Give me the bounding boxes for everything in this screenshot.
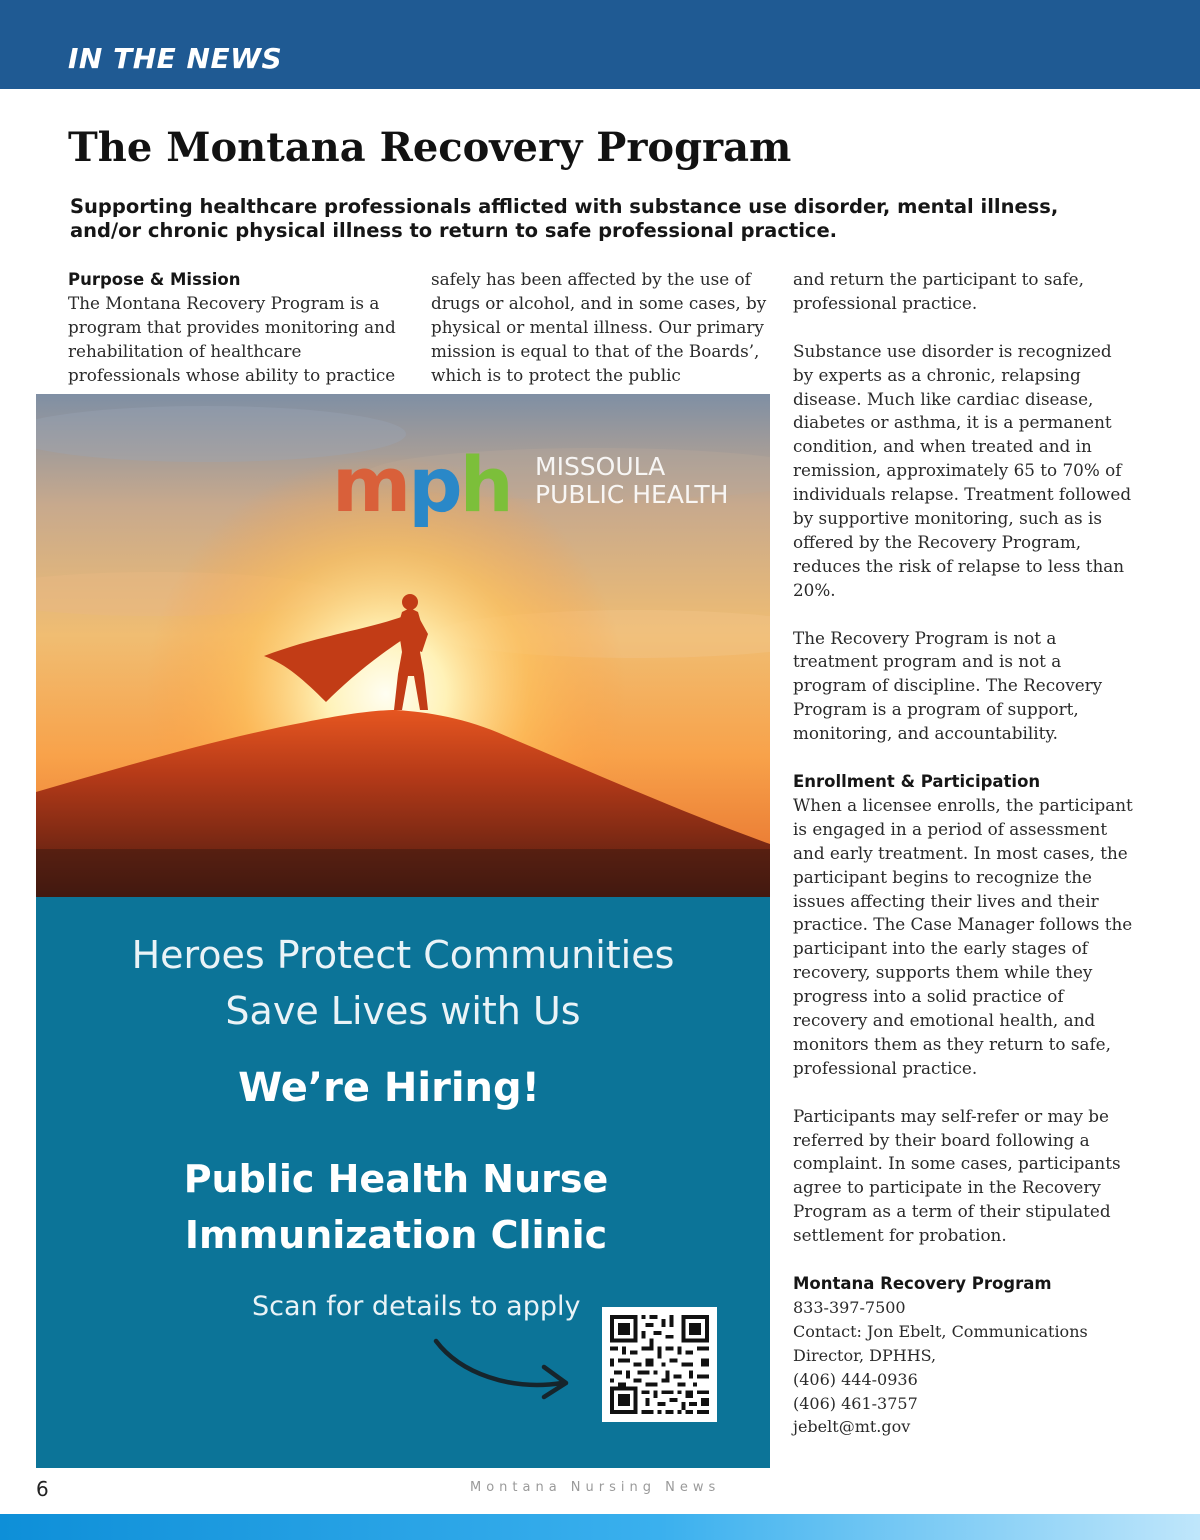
- column-3-paragraph-2: Substance use disorder is recognized by experts as a chronic, relapsing disease. Much like cardiac disease, diabetes or asthma, it is a permanent condition, and when treated and in remission, approximately 65 to 70% of individuals relapse. Treatment followed by supportive monitoring, such as is offered by the Recovery Program, reduces the risk of relapse to less than 20%.: [793, 340, 1132, 600]
- page-number: 6: [36, 1477, 49, 1501]
- scan-instruction: Scan for details to apply: [252, 1291, 581, 1322]
- logo-line-1: MISSOULA: [535, 452, 666, 481]
- column-3-paragraph-5: Participants may self-refer or may be referred by their board following a complaint. In some cases, participants agree to participate in the Recovery Program as a term of their stipulated settlement for probation.: [793, 1105, 1121, 1246]
- column-3: [793, 268, 1133, 1439]
- qr-code[interactable]: [602, 1307, 717, 1422]
- column-2: [431, 268, 771, 388]
- ad-text-panel: [36, 897, 770, 1468]
- article-subtitle: Supporting healthcare professionals afflicted with substance use disorder, mental illness, and/or chronic physical illness to return to safe professional practice.: [70, 195, 1059, 242]
- contact-heading: Montana Recovery Program: [793, 1273, 1052, 1293]
- column-3-paragraph-4: When a licensee enrolls, the participant is engaged in a period of assessment and early treatment. In most cases, the participant begins to recognize the issues affecting their lives and their practice. The Case Manager follows the participant into the early stages of recovery, supports them while they progress into a solid practice of recovery and emotional health, and monitors them as they return to safe, professional practice.: [793, 794, 1133, 1078]
- section-label: IN THE NEWS: [68, 42, 283, 75]
- contact-title: Director, DPHHS,: [793, 1345, 937, 1365]
- missoula-public-health-logo: [332, 440, 732, 529]
- contact-phone: 833-397-7500: [793, 1297, 906, 1317]
- enrollment-heading: Enrollment & Participation: [793, 771, 1041, 791]
- logo-line-2: PUBLIC HEALTH: [535, 480, 729, 509]
- column-3-paragraph-1: and return the participant to safe, professional practice.: [793, 269, 1084, 313]
- column-1: [68, 268, 408, 388]
- qr-code-icon: [602, 1307, 717, 1422]
- hiring-callout: We’re Hiring!: [238, 1065, 540, 1111]
- mission-text: safely has been affected by the use of drugs or alcohol, and in some cases, by physical or mental illness. Our primary mission is equal to that of the Boards’, which is to protect the public: [431, 269, 767, 385]
- contact-name: Contact: Jon Ebelt, Communications: [793, 1321, 1088, 1341]
- article-title: The Montana Recovery Program: [68, 124, 792, 171]
- job-title-2: Immunization Clinic: [184, 1213, 608, 1257]
- column-3-paragraph-3: The Recovery Program is not a treatment program and is not a program of discipline. The Recovery Program is a program of support, monitoring, and accountability.: [793, 627, 1103, 744]
- contact-email[interactable]: jebelt@mt.gov: [793, 1417, 911, 1437]
- hero-sunset-photo: [36, 394, 770, 897]
- purpose-heading: Purpose & Mission: [68, 270, 241, 289]
- publication-name: Montana Nursing News: [470, 1480, 721, 1495]
- logo-wordmark: [535, 453, 728, 509]
- contact-phone-3: (406) 461-3757: [793, 1393, 918, 1413]
- logo-letter-m: m: [332, 440, 409, 529]
- ad-headline-1: Heroes Protect Communities: [131, 933, 675, 977]
- purpose-text: The Montana Recovery Program is a program that provides monitoring and rehabilitation of healthcare professionals whose ability to practice: [68, 292, 396, 385]
- logo-letter-p: p: [408, 440, 460, 529]
- job-title-1: Public Health Nurse: [183, 1157, 609, 1201]
- mph-monogram: [332, 440, 511, 529]
- ad-headline-2: Save Lives with Us: [225, 989, 581, 1033]
- footer-bar: [0, 1514, 1200, 1540]
- hiring-advertisement: [36, 394, 770, 1468]
- section-banner: [0, 0, 1200, 89]
- logo-letter-h: h: [459, 440, 511, 529]
- contact-phone-2: (406) 444-0936: [793, 1369, 918, 1389]
- curved-arrow-icon: [430, 1333, 580, 1403]
